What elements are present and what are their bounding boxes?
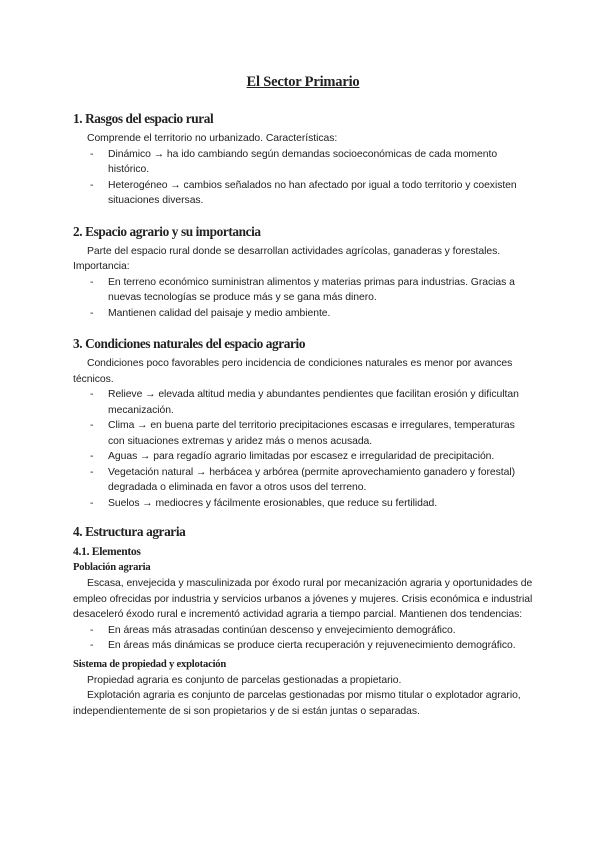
paragraph: Comprende el territorio no urbanizado. Características:: [87, 133, 338, 144]
part-poblacion: [73, 561, 533, 654]
page-title: El Sector Primario: [246, 74, 360, 90]
list-item: - Dinámico → ha ido cambiando según demandas socioeconómicas de cada momento histórico.: [90, 148, 498, 175]
list-item: - Suelos → mediocres y fácilmente erosionables, que reduce su fertilidad.: [90, 497, 438, 509]
list-item: - En terreno económico suministran alimentos y materias primas para industrias. Gracias a nuevas tecnologías se produce más y se gana más dinero.: [90, 276, 515, 303]
part-heading: Población agraria: [73, 562, 151, 573]
list-item: - Mantienen calidad del paisaje y medio ambiente.: [90, 307, 331, 319]
section-heading: 4. Estructura agraria: [73, 524, 186, 539]
list-item: - Heterogéneo → cambios señalados no han afectado por igual a todo territorio y coexisten situaciones diversas.: [90, 179, 517, 206]
section-espacio-agrario: [73, 223, 533, 322]
document-page: [73, 74, 533, 719]
section-heading: 3. Condiciones naturales del espacio agrario: [73, 336, 306, 351]
paragraph: Explotación agraria es conjunto de parcelas gestionadas por mismo titular o explotador agrario, independientemente de si son propietarios y de si están juntas o separadas.: [73, 690, 521, 717]
list-item: - Vegetación natural → herbácea y arbórea (permite aprovechamiento ganadero y forestal) degradada o eliminada en favor a otros usos del terreno.: [90, 466, 515, 493]
bullet-list: [73, 623, 533, 654]
paragraph: Condiciones poco favorables pero incidencia de condiciones naturales es menor por avances técnicos.: [73, 358, 513, 385]
part-sistema: [73, 658, 533, 720]
list-item: - Clima → en buena parte del territorio precipitaciones escasas e irregulares, temperaturas con situaciones extremas y aridez más o menos acusada.: [90, 420, 515, 447]
list-item: - En áreas más atrasadas continúan descenso y envejecimiento demográfico.: [90, 624, 456, 636]
bullet-list: [73, 147, 533, 209]
paragraph: Escasa, envejecida y masculinizada por éxodo rural por mecanización agraria y oportunidades de empleo ofrecidas por industria y servicios urbanos a jóvenes y mujeres. Crisis económica e industrial desaceleró éxodo rural e incrementó actividad agraria a tiempo parcial. Mantienen dos tendencias:: [73, 578, 533, 620]
bullet-list: [73, 275, 533, 322]
list-item: - Aguas → para regadío agrario limitadas por escasez e irregularidad de precipitación.: [90, 451, 495, 462]
section-heading: 1. Rasgos del espacio rural: [73, 111, 214, 126]
bullet-list: [73, 387, 533, 511]
section-heading: 2. Espacio agrario y su importancia: [73, 223, 261, 239]
section-rasgos: [73, 110, 533, 209]
list-item: - Relieve → elevada altitud media y abundantes pendientes que facilitan erosión y dificultan mecanización.: [90, 389, 519, 416]
paragraph: Propiedad agraria es conjunto de parcelas gestionadas a propietario.: [87, 674, 402, 686]
list-item: - En áreas más dinámicas se produce cierta recuperación y rejuvenecimiento demográfico.: [90, 640, 516, 651]
section-condiciones: [73, 335, 533, 511]
subsection-heading: 4.1. Elementos: [73, 545, 141, 558]
section-estructura: [73, 523, 533, 719]
paragraph: Parte del espacio rural donde se desarrollan actividades agrícolas, ganaderas y forestales. Importancia:: [73, 245, 501, 272]
part-heading: Sistema de propiedad y explotación: [73, 658, 227, 670]
